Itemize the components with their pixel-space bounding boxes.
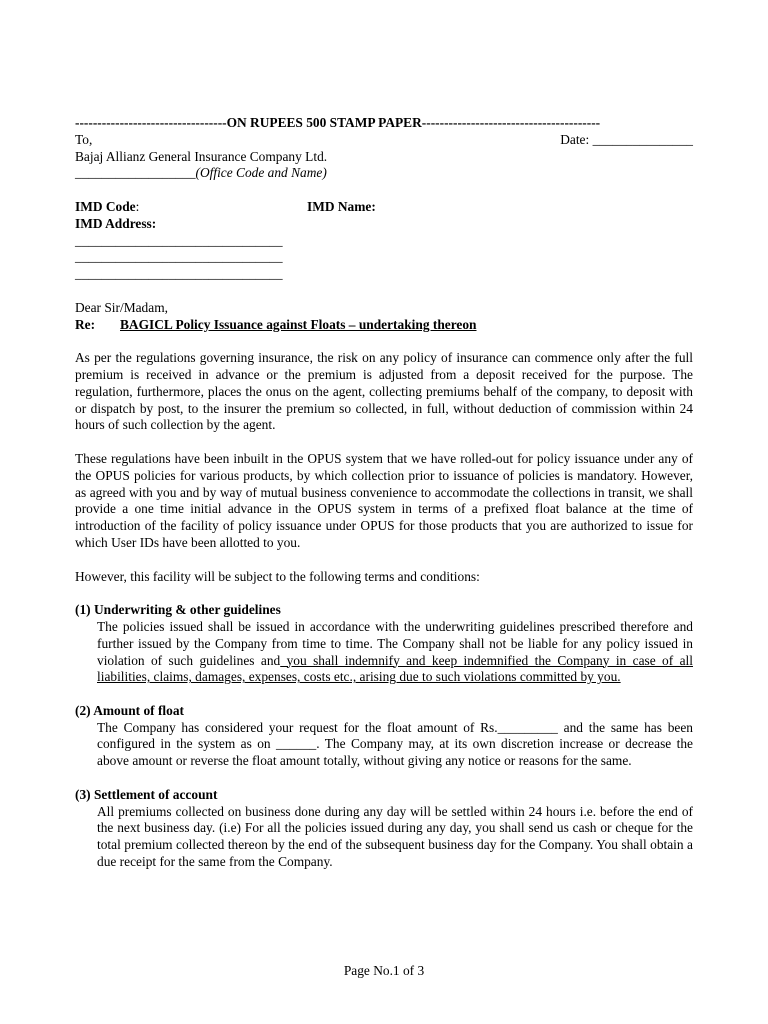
date-field: Date: _______________: [560, 131, 693, 147]
imd-row: [75, 199, 693, 216]
company-name: Bajaj Allianz General Insurance Company Ltd.: [75, 148, 328, 164]
term-text: The Company has considered your request for the float amount of Rs._________ and the same has been configured in the system as on ______. The Company may, at its own discretion increase or decrease the above amount or reverse the float amount totally, without giving any notice or reasons for the same.: [97, 719, 693, 769]
term-underlined-text: you shall indemnify and keep indemnified the Company in case of all liabilities, claims, damages, expenses, costs etc., arising due to such violations committed by you.: [97, 652, 693, 685]
term-heading: (3) Settlement of account: [75, 786, 218, 802]
subject-line: [75, 317, 693, 334]
term-heading: (2) Amount of float: [75, 702, 184, 718]
page-number: Page No.1 of 3: [343, 963, 425, 978]
subject-text: BAGICL Policy Issuance against Floats – undertaking thereon: [120, 316, 477, 332]
paragraph-regulations: As per the regulations governing insurance, the risk on any policy of insurance can commence only after the full premium is received in advance or the premium is adjusted from a deposit received for the purpose. The regulation, furthermore, places the onus on the agent, collecting premiums behalf of the company, to deposit with or dispatch by post, to the insurer the premium so collected, in full, without deduction of commission within 24 hours of such collection by the agent.: [75, 350, 693, 433]
term-text: All premiums collected on business done during any day will be settled within 24 hours i.e. before the end of the next business day. (i.e) For all the policies issued during any day, you shall send us cash or cheque for the total premium collected thereon by the end of the subsequent business day for the Company. You shall obtain a due receipt for the same from the Company.: [97, 803, 693, 870]
imd-address-label: IMD Address:: [75, 215, 157, 231]
office-line: [75, 165, 693, 182]
imd-code-label: IMD Code: [75, 198, 136, 214]
imd-name-label: IMD Name:: [307, 198, 376, 214]
salutation: Dear Sir/Madam,: [75, 299, 168, 315]
term-body: [75, 619, 693, 686]
imd-address-line: _______________________________: [75, 232, 283, 248]
imd-code: [75, 199, 307, 216]
imd-address-line: _______________________________: [75, 266, 283, 282]
to-date-row: [75, 132, 693, 149]
office-hint: (Office Code and Name): [195, 165, 327, 181]
imd-address-line: _______________________________: [75, 249, 283, 265]
office-blank: __________________: [75, 165, 196, 181]
subject-re: Re:: [75, 316, 96, 332]
term-text: The policies issued shall be issued in accordance with the underwriting guidelines prescribed therefore and further issued by the Company from time to time. The Company shall not be liable for any policy issued in violation of such guidelines and: [97, 618, 693, 668]
letter-page: [75, 115, 693, 871]
term-body: [75, 804, 693, 871]
stamp-paper-header: ----------------------------------ON RUPEES 500 STAMP PAPER----------------------------------------: [75, 115, 601, 130]
term-body: [75, 720, 693, 770]
to-label: To,: [75, 131, 93, 147]
term-heading: (1) Underwriting & other guidelines: [75, 602, 281, 618]
imd-code-colon: :: [135, 198, 140, 214]
paragraph-terms-intro: However, this facility will be subject to the following terms and conditions:: [75, 568, 480, 584]
paragraph-opus: These regulations have been inbuilt in the OPUS system that we have rolled-out for policy issuance under any of the OPUS policies for various products, by which collection prior to issuance of policies is mandatory. However, as agreed with you and by way of mutual business convenience to accommodate the collections in transit, we shall provide a one time initial advance in the OPUS system in terms of a prefixed float balance at the time of introduction of the facility of policy issuance under OPUS for those products that you are authorized to issue for which User IDs have been allotted to you.: [75, 450, 693, 550]
